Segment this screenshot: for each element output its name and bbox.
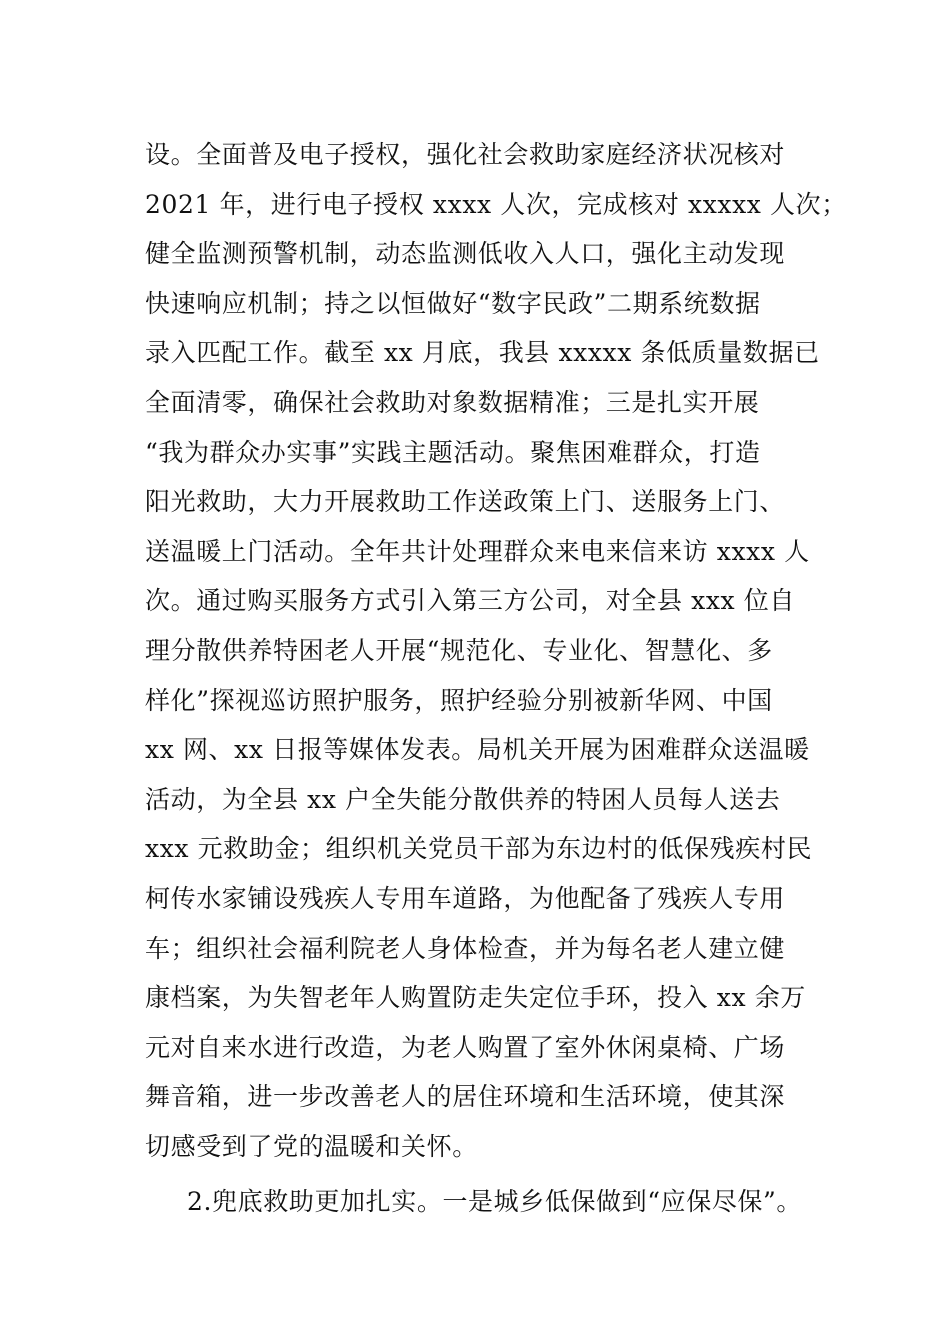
text-line-10: 次。通过购买服务方式引入第三方公司，对全县 xxx 位自 (145, 586, 795, 616)
document-body (145, 130, 847, 1227)
text-line-4: 快速响应机制；持之以恒做好“数字民政”二期系统数据 (145, 288, 761, 318)
text-line-2: 2021 年，进行电子授权 xxxx 人次，完成核对 xxxxx 人次； (145, 189, 847, 219)
text-line-5: 录入匹配工作。截至 xx 月底，我县 xxxxx 条低质量数据已 (145, 338, 820, 368)
text-line-21: 切感受到了党的温暖和关怀。 (145, 1131, 478, 1161)
text-line-16: 柯传水家铺设残疾人专用车道路，为他配备了残疾人专用 (145, 883, 786, 913)
text-line-6: 全面清零，确保社会救助对象数据精准；三是扎实开展 (145, 387, 760, 417)
text-line-12: 样化”探视巡访照护服务，照护经验分别被新华网、中国 (145, 685, 773, 715)
text-line-7: “我为群众办实事”实践主题活动。聚焦困难群众，打造 (145, 437, 761, 467)
text-line-11: 理分散供养特困老人开展“规范化、专业化、智慧化、多 (145, 635, 773, 665)
paragraph-heading-2: 2.兜底救助更加扎实。一是城乡低保做到“应保尽保”。 (187, 1187, 803, 1217)
text-line-8: 阳光救助，大力开展救助工作送政策上门、送服务上门、 (145, 487, 786, 517)
text-line-3: 健全监测预警机制，动态监测低收入人口，强化主动发现 (145, 239, 786, 269)
text-line-17: 车；组织社会福利院老人身体检查，并为每名老人建立健 (145, 933, 786, 963)
text-line-15: xxx 元救助金；组织机关党员干部为东边村的低保残疾村民 (145, 834, 813, 864)
text-line-19: 元对自来水进行改造，为老人购置了室外休闲桌椅、广场 (145, 1032, 786, 1062)
text-line-18: 康档案，为失智老年人购置防走失定位手环，投入 xx 余万 (145, 983, 806, 1013)
text-line-14: 活动，为全县 xx 户全失能分散供养的特困人员每人送去 (145, 784, 781, 814)
text-line-9: 送温暖上门活动。全年共计处理群众来电来信来访 xxxx 人 (145, 536, 810, 566)
text-line-20: 舞音箱，进一步改善老人的居住环境和生活环境，使其深 (145, 1082, 786, 1112)
text-line-1: 设。全面普及电子授权，强化社会救助家庭经济状况核对 (145, 140, 786, 169)
text-line-13: xx 网、xx 日报等媒体发表。局机关开展为困难群众送温暖 (145, 735, 810, 765)
